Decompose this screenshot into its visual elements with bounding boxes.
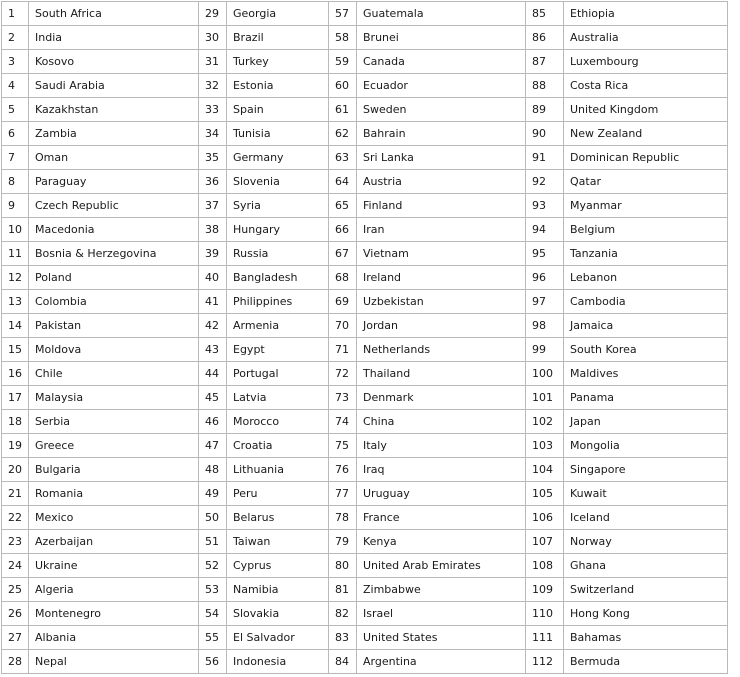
country-cell: Germany [227, 146, 329, 170]
rank-cell: 63 [329, 146, 357, 170]
rank-cell: 32 [199, 74, 227, 98]
rank-cell: 72 [329, 362, 357, 386]
table-row [2, 290, 728, 314]
country-cell: Myanmar [564, 194, 728, 218]
rank-cell: 7 [2, 146, 29, 170]
table-row [2, 194, 728, 218]
country-cell: Italy [357, 434, 526, 458]
rank-cell: 106 [526, 506, 564, 530]
table-row [2, 650, 728, 674]
country-cell: Algeria [29, 578, 199, 602]
country-cell: Hungary [227, 218, 329, 242]
rank-cell: 71 [329, 338, 357, 362]
rank-cell: 86 [526, 26, 564, 50]
country-cell: Cyprus [227, 554, 329, 578]
table-row [2, 386, 728, 410]
rank-cell: 50 [199, 506, 227, 530]
rank-cell: 37 [199, 194, 227, 218]
table-row [2, 98, 728, 122]
country-cell: Bosnia & Herzegovina [29, 242, 199, 266]
rank-cell: 96 [526, 266, 564, 290]
country-cell: Iceland [564, 506, 728, 530]
rank-cell: 47 [199, 434, 227, 458]
country-cell: Kenya [357, 530, 526, 554]
rank-cell: 12 [2, 266, 29, 290]
table-row [2, 170, 728, 194]
rank-cell: 46 [199, 410, 227, 434]
table-row [2, 506, 728, 530]
country-cell: Netherlands [357, 338, 526, 362]
rank-cell: 26 [2, 602, 29, 626]
rank-cell: 52 [199, 554, 227, 578]
country-cell: Qatar [564, 170, 728, 194]
table-row [2, 74, 728, 98]
rank-cell: 53 [199, 578, 227, 602]
country-cell: Chile [29, 362, 199, 386]
country-cell: Thailand [357, 362, 526, 386]
country-cell: United Kingdom [564, 98, 728, 122]
country-cell: Finland [357, 194, 526, 218]
rank-cell: 16 [2, 362, 29, 386]
rank-cell: 79 [329, 530, 357, 554]
country-cell: Bulgaria [29, 458, 199, 482]
rank-cell: 5 [2, 98, 29, 122]
rank-cell: 24 [2, 554, 29, 578]
country-cell: Poland [29, 266, 199, 290]
table-row [2, 338, 728, 362]
rank-cell: 22 [2, 506, 29, 530]
rank-cell: 29 [199, 2, 227, 26]
rank-cell: 55 [199, 626, 227, 650]
rank-cell: 61 [329, 98, 357, 122]
rank-cell: 93 [526, 194, 564, 218]
country-cell: Ethiopia [564, 2, 728, 26]
country-cell: Jordan [357, 314, 526, 338]
rank-cell: 67 [329, 242, 357, 266]
country-cell: Montenegro [29, 602, 199, 626]
rank-cell: 19 [2, 434, 29, 458]
rank-cell: 88 [526, 74, 564, 98]
country-cell: Moldova [29, 338, 199, 362]
country-cell: Armenia [227, 314, 329, 338]
table-row [2, 50, 728, 74]
table-row [2, 122, 728, 146]
country-cell: Spain [227, 98, 329, 122]
country-cell: Vietnam [357, 242, 526, 266]
country-cell: Indonesia [227, 650, 329, 674]
rank-cell: 109 [526, 578, 564, 602]
country-cell: Bangladesh [227, 266, 329, 290]
country-cell: Hong Kong [564, 602, 728, 626]
country-cell: Zimbabwe [357, 578, 526, 602]
rank-cell: 90 [526, 122, 564, 146]
rank-cell: 56 [199, 650, 227, 674]
country-cell: Oman [29, 146, 199, 170]
country-cell: Panama [564, 386, 728, 410]
rank-cell: 100 [526, 362, 564, 386]
country-cell: Belgium [564, 218, 728, 242]
country-cell: Slovakia [227, 602, 329, 626]
country-cell: China [357, 410, 526, 434]
country-cell: Greece [29, 434, 199, 458]
table-row [2, 410, 728, 434]
rank-cell: 69 [329, 290, 357, 314]
rank-cell: 23 [2, 530, 29, 554]
country-cell: Syria [227, 194, 329, 218]
rank-cell: 39 [199, 242, 227, 266]
rank-cell: 10 [2, 218, 29, 242]
country-cell: Mexico [29, 506, 199, 530]
country-cell: Malaysia [29, 386, 199, 410]
country-cell: Mongolia [564, 434, 728, 458]
country-cell: Uruguay [357, 482, 526, 506]
rank-cell: 104 [526, 458, 564, 482]
rank-cell: 40 [199, 266, 227, 290]
country-cell: United States [357, 626, 526, 650]
table-row [2, 434, 728, 458]
country-cell: Iraq [357, 458, 526, 482]
rank-cell: 33 [199, 98, 227, 122]
rank-cell: 14 [2, 314, 29, 338]
rank-cell: 1 [2, 2, 29, 26]
country-cell: Latvia [227, 386, 329, 410]
rank-cell: 108 [526, 554, 564, 578]
rank-cell: 54 [199, 602, 227, 626]
country-cell: Lithuania [227, 458, 329, 482]
country-cell: Austria [357, 170, 526, 194]
table-row [2, 458, 728, 482]
country-cell: El Salvador [227, 626, 329, 650]
country-cell: Serbia [29, 410, 199, 434]
rank-cell: 102 [526, 410, 564, 434]
country-cell: India [29, 26, 199, 50]
rank-cell: 57 [329, 2, 357, 26]
rank-cell: 28 [2, 650, 29, 674]
rank-cell: 60 [329, 74, 357, 98]
table-row [2, 218, 728, 242]
rank-cell: 85 [526, 2, 564, 26]
rank-cell: 35 [199, 146, 227, 170]
country-cell: Azerbaijan [29, 530, 199, 554]
rank-cell: 74 [329, 410, 357, 434]
country-cell: Tanzania [564, 242, 728, 266]
country-cell: Nepal [29, 650, 199, 674]
table-row [2, 314, 728, 338]
rank-cell: 8 [2, 170, 29, 194]
rank-cell: 18 [2, 410, 29, 434]
country-cell: Estonia [227, 74, 329, 98]
table-row [2, 482, 728, 506]
rank-cell: 6 [2, 122, 29, 146]
country-cell: Iran [357, 218, 526, 242]
rank-cell: 11 [2, 242, 29, 266]
rank-cell: 91 [526, 146, 564, 170]
rank-cell: 77 [329, 482, 357, 506]
country-cell: Macedonia [29, 218, 199, 242]
table-row [2, 26, 728, 50]
country-cell: Luxembourg [564, 50, 728, 74]
country-cell: Norway [564, 530, 728, 554]
rank-cell: 80 [329, 554, 357, 578]
country-cell: Singapore [564, 458, 728, 482]
rank-cell: 34 [199, 122, 227, 146]
country-cell: Zambia [29, 122, 199, 146]
rank-cell: 59 [329, 50, 357, 74]
rank-cell: 58 [329, 26, 357, 50]
country-cell: United Arab Emirates [357, 554, 526, 578]
rank-cell: 75 [329, 434, 357, 458]
table-row [2, 362, 728, 386]
rank-cell: 84 [329, 650, 357, 674]
rank-cell: 66 [329, 218, 357, 242]
country-cell: Ghana [564, 554, 728, 578]
table-row [2, 530, 728, 554]
country-cell: Canada [357, 50, 526, 74]
country-cell: Kuwait [564, 482, 728, 506]
rank-cell: 70 [329, 314, 357, 338]
rank-cell: 105 [526, 482, 564, 506]
table-row [2, 242, 728, 266]
rank-cell: 112 [526, 650, 564, 674]
rank-cell: 76 [329, 458, 357, 482]
country-cell: Kosovo [29, 50, 199, 74]
rank-cell: 2 [2, 26, 29, 50]
country-cell: Ukraine [29, 554, 199, 578]
rank-cell: 68 [329, 266, 357, 290]
rank-cell: 81 [329, 578, 357, 602]
rank-cell: 27 [2, 626, 29, 650]
country-cell: Maldives [564, 362, 728, 386]
country-cell: Guatemala [357, 2, 526, 26]
country-cell: Colombia [29, 290, 199, 314]
country-cell: Denmark [357, 386, 526, 410]
country-cell: Tunisia [227, 122, 329, 146]
table-row [2, 2, 728, 26]
rank-cell: 62 [329, 122, 357, 146]
rank-cell: 21 [2, 482, 29, 506]
table-row [2, 266, 728, 290]
rank-cell: 13 [2, 290, 29, 314]
country-cell: Ireland [357, 266, 526, 290]
country-cell: Romania [29, 482, 199, 506]
country-cell: Lebanon [564, 266, 728, 290]
rank-cell: 43 [199, 338, 227, 362]
rank-cell: 73 [329, 386, 357, 410]
country-cell: Albania [29, 626, 199, 650]
rank-cell: 4 [2, 74, 29, 98]
rank-cell: 31 [199, 50, 227, 74]
country-cell: Ecuador [357, 74, 526, 98]
country-cell: Dominican Republic [564, 146, 728, 170]
rank-cell: 38 [199, 218, 227, 242]
country-cell: Croatia [227, 434, 329, 458]
rank-cell: 97 [526, 290, 564, 314]
country-cell: Paraguay [29, 170, 199, 194]
rank-cell: 44 [199, 362, 227, 386]
rank-cell: 94 [526, 218, 564, 242]
rank-cell: 103 [526, 434, 564, 458]
rank-cell: 42 [199, 314, 227, 338]
table-row [2, 554, 728, 578]
country-cell: France [357, 506, 526, 530]
table-row [2, 578, 728, 602]
rank-cell: 48 [199, 458, 227, 482]
country-cell: Cambodia [564, 290, 728, 314]
country-cell: Russia [227, 242, 329, 266]
country-cell: Argentina [357, 650, 526, 674]
rank-cell: 49 [199, 482, 227, 506]
country-cell: Portugal [227, 362, 329, 386]
country-cell: Egypt [227, 338, 329, 362]
rank-cell: 9 [2, 194, 29, 218]
rank-cell: 45 [199, 386, 227, 410]
country-cell: Morocco [227, 410, 329, 434]
rank-cell: 111 [526, 626, 564, 650]
country-cell: Bermuda [564, 650, 728, 674]
country-cell: Peru [227, 482, 329, 506]
rank-cell: 3 [2, 50, 29, 74]
rank-cell: 99 [526, 338, 564, 362]
country-cell: Bahamas [564, 626, 728, 650]
rank-cell: 30 [199, 26, 227, 50]
country-cell: Costa Rica [564, 74, 728, 98]
rank-cell: 87 [526, 50, 564, 74]
country-cell: Georgia [227, 2, 329, 26]
country-cell: Turkey [227, 50, 329, 74]
rank-cell: 51 [199, 530, 227, 554]
country-cell: Philippines [227, 290, 329, 314]
country-cell: Brazil [227, 26, 329, 50]
rank-cell: 107 [526, 530, 564, 554]
rank-cell: 64 [329, 170, 357, 194]
rank-cell: 101 [526, 386, 564, 410]
rank-cell: 110 [526, 602, 564, 626]
table-body [2, 2, 728, 674]
rank-cell: 78 [329, 506, 357, 530]
country-cell: Kazakhstan [29, 98, 199, 122]
rank-cell: 65 [329, 194, 357, 218]
table-row [2, 146, 728, 170]
country-cell: South Korea [564, 338, 728, 362]
rank-cell: 83 [329, 626, 357, 650]
country-cell: Taiwan [227, 530, 329, 554]
country-cell: Uzbekistan [357, 290, 526, 314]
country-cell: Saudi Arabia [29, 74, 199, 98]
country-cell: New Zealand [564, 122, 728, 146]
rank-cell: 41 [199, 290, 227, 314]
country-cell: South Africa [29, 2, 199, 26]
country-cell: Pakistan [29, 314, 199, 338]
country-cell: Sri Lanka [357, 146, 526, 170]
country-cell: Sweden [357, 98, 526, 122]
country-cell: Jamaica [564, 314, 728, 338]
country-cell: Bahrain [357, 122, 526, 146]
country-cell: Czech Republic [29, 194, 199, 218]
country-cell: Switzerland [564, 578, 728, 602]
table-row [2, 626, 728, 650]
country-ranking-table [1, 1, 728, 674]
country-cell: Namibia [227, 578, 329, 602]
rank-cell: 17 [2, 386, 29, 410]
country-cell: Slovenia [227, 170, 329, 194]
rank-cell: 36 [199, 170, 227, 194]
country-cell: Brunei [357, 26, 526, 50]
rank-cell: 95 [526, 242, 564, 266]
country-cell: Australia [564, 26, 728, 50]
country-cell: Belarus [227, 506, 329, 530]
rank-cell: 25 [2, 578, 29, 602]
rank-cell: 20 [2, 458, 29, 482]
rank-cell: 15 [2, 338, 29, 362]
rank-cell: 89 [526, 98, 564, 122]
rank-cell: 92 [526, 170, 564, 194]
rank-cell: 98 [526, 314, 564, 338]
table-row [2, 602, 728, 626]
country-cell: Japan [564, 410, 728, 434]
country-cell: Israel [357, 602, 526, 626]
rank-cell: 82 [329, 602, 357, 626]
